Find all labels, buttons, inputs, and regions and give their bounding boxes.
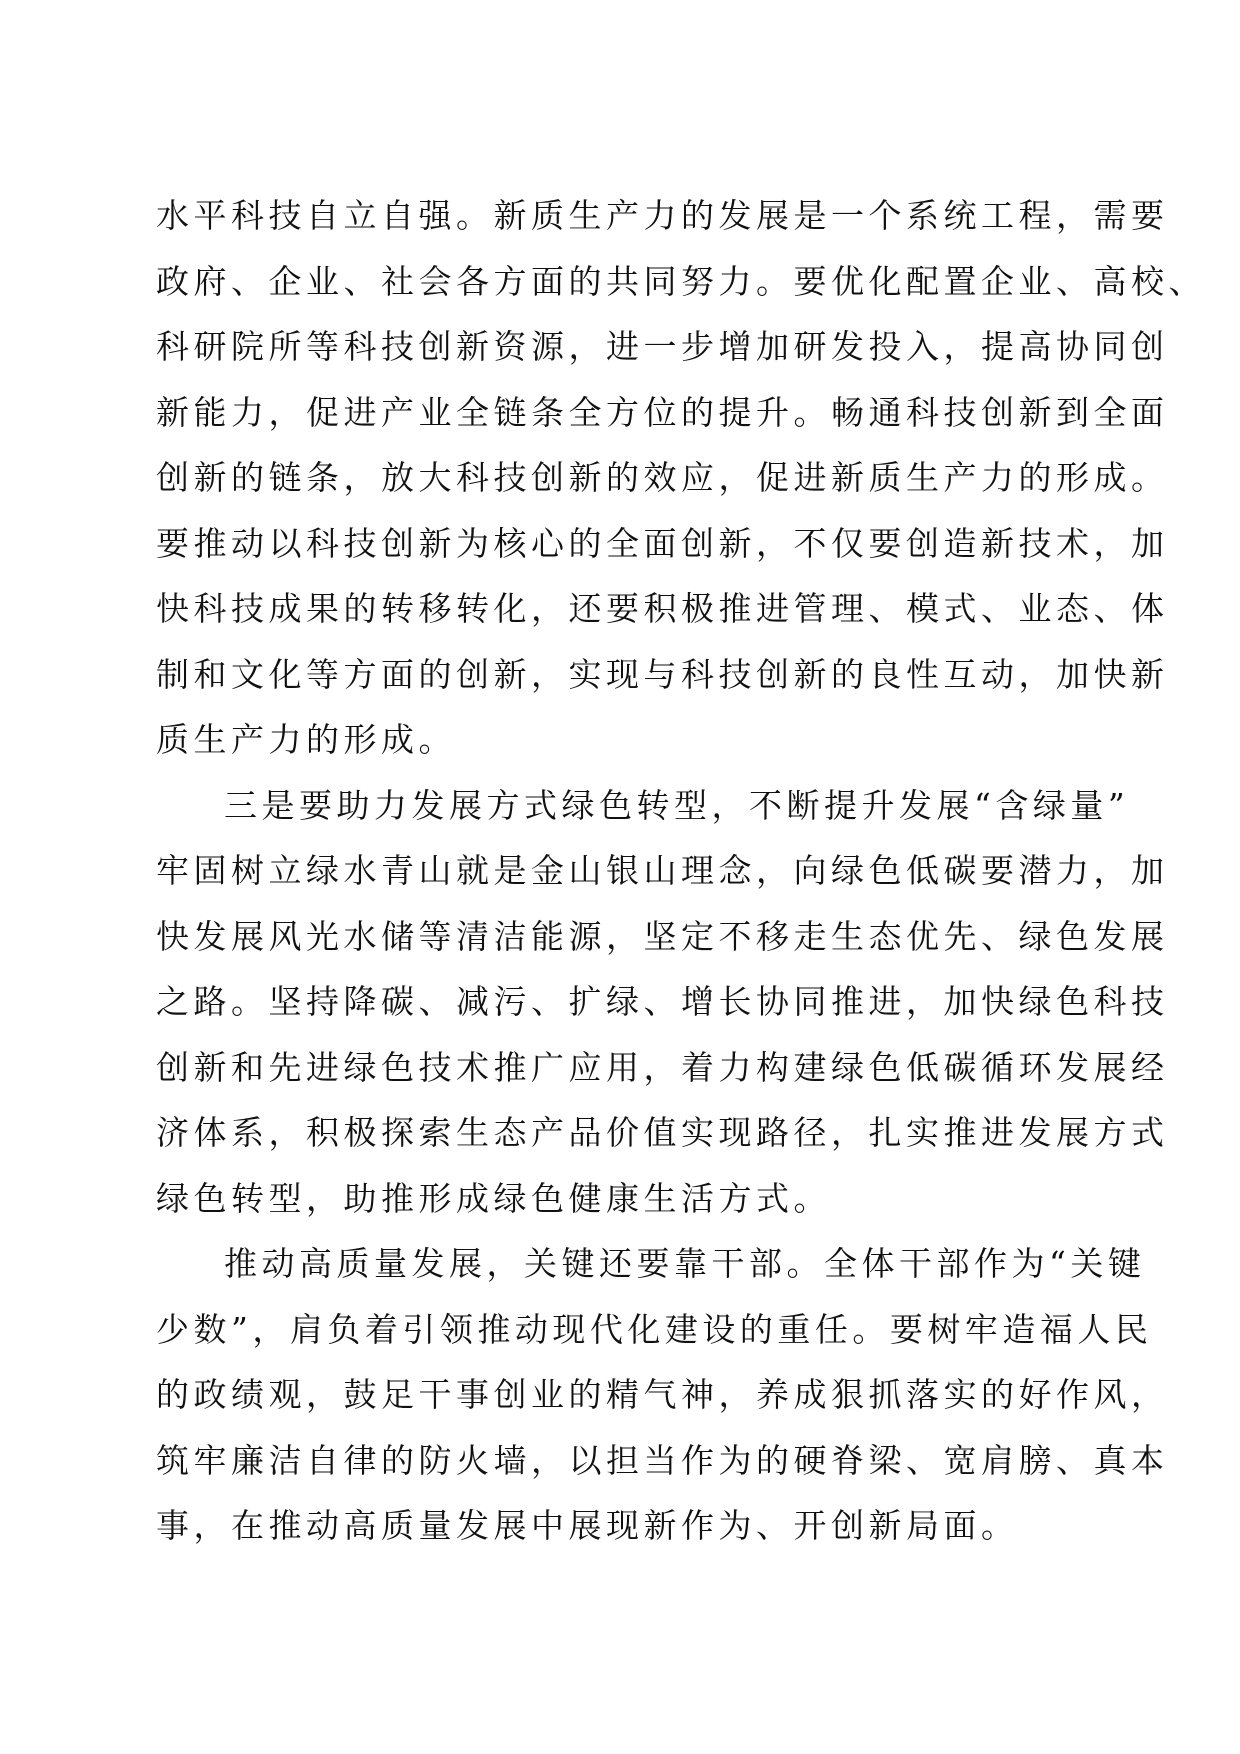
text-line: 创新和先进绿色技术推广应用，着力构建绿色低碳循环发展经 [156,1047,1169,1087]
text-line: 之路。坚持降碳、减污、扩绿、增长协同推进，加快绿色科技 [156,982,1169,1021]
text-line: 事，在推动高质量发展中展现新作为、开创新局面。 [156,1506,1019,1545]
text-line: 要推动以科技创新为核心的全面创新，不仅要创造新技术，加 [156,523,1169,563]
text-line: 质生产力的形成。 [156,720,456,759]
text-line: 科研院所等科技创新资源，进一步增加研发投入，提高协同创 [156,327,1169,366]
text-line: 筑牢廉洁自律的防火墙，以担当作为的硬脊梁、宽肩膀、真本 [156,1440,1169,1480]
text-line: 三是要助力发展方式绿色转型，不断提升发展“含绿量” [224,785,1130,825]
text-line: 牢固树立绿水青山就是金山银山理念，向绿色低碳要潜力，加 [156,851,1169,890]
text-line: 快发展风光水储等清洁能源，坚定不移走生态优先、绿色发展 [156,916,1169,956]
text-line: 快科技成果的转移转化，还要积极推进管理、模式、业态、体 [156,589,1169,628]
text-line: 水平科技自立自强。新质生产力的发展是一个系统工程，需要 [156,196,1169,235]
text-line: 新能力，促进产业全链条全方位的提升。畅通科技创新到全面 [156,392,1169,432]
text-line: 少数”，肩负着引领推动现代化建设的重任。要树牢造福人民 [156,1309,1153,1349]
text-line: 创新的链条，放大科技创新的效应，促进新质生产力的形成。 [156,458,1169,497]
text-line: 的政绩观，鼓足干事创业的精气神，养成狠抓落实的好作风， [156,1375,1169,1414]
text-line: 济体系，积极探索生态产品价值实现路径，扎实推进发展方式 [156,1113,1169,1152]
text-line: 政府、企业、社会各方面的共同努力。要优化配置企业、高校、 [156,261,1206,301]
text-line: 制和文化等方面的创新，实现与科技创新的良性互动，加快新 [156,654,1169,694]
text-line: 推动高质量发展，关键还要靠干部。全体干部作为“关键 [224,1244,1146,1283]
text-line: 绿色转型，助推形成绿色健康生活方式。 [156,1178,831,1218]
document-body [156,183,1206,1559]
